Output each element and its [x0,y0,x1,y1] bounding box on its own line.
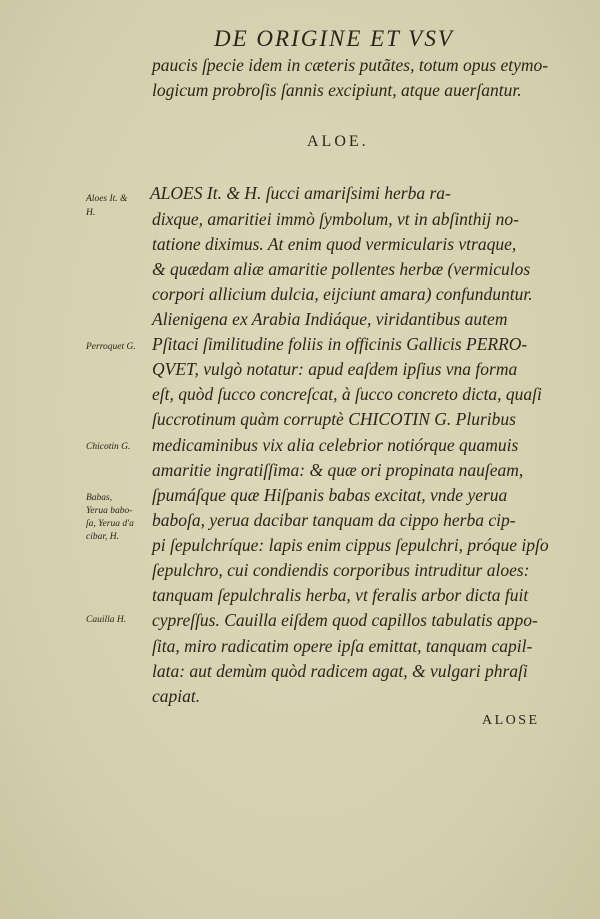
margin-note: Cauilla H. [86,615,127,625]
body-line: ALOES It. & H. ſucci amariſsimi herba ra- [150,183,451,203]
body-line: tanquam ſepulchralis herba, vt feralis arbor dicta fuit [152,585,529,605]
body-line: eſt, quòd ſucco concreſcat, à ſucco concreto dicta, quaſi [152,384,542,404]
body-line: amaritie ingratiſſima: & quæ ori propinata nauſeam, [152,460,524,480]
intro-line: logicum probroſis ſannis excipiunt, atque auerſantur. [152,80,522,100]
margin-note: Aloes It. & [86,194,128,204]
body-line: medicaminibus vix alia celebrior notiórque quamuis [152,435,519,455]
body-line: & quædam aliæ amaritie pollentes herbæ (vermiculos [152,259,531,279]
body-line: tatione diximus. At enim quod vermicularis vtraque, [152,234,517,254]
body-line: cypreſſus. Cauilla eiſdem quod capillos tabulatis appo- [152,610,538,630]
body-line: ſuccrotinum quàm corruptè CHICOTIN G. Pluribus [152,409,516,429]
body-line: Alienigena ex Arabia Indiáque, viridantibus autem [152,309,508,329]
margin-note: Perroquet G. [86,342,136,352]
body-line: baboſa, yerua dacibar tanquam da cippo herba cip- [152,510,516,530]
body-line: QVET, vulgò notatur: apud eaſdem ipſius vna forma [152,359,518,379]
body-line: ſepulchro, cui condiendis corporibus intruditur aloes: [152,560,530,580]
catchword: ALOSE [482,713,540,728]
margin-note: cibar, H. [86,532,119,542]
body-line: ſpumáſque quæ Hiſpanis babas excitat, vnde yerua [152,485,508,505]
body-line: lata: aut demùm quòd radicem agat, & vulgari phraſi [152,661,528,681]
body-line: dixque, amaritiei immò ſymbolum, vt in abſinthij no- [152,209,519,229]
body-line: corpori allicium dulcia, eijciunt amara) confunduntur. [152,284,533,304]
margin-note: Yerua babo- [86,506,133,516]
margin-note: Babas, [86,493,113,503]
intro-line: paucis ſpecie idem in cæteris putãtes, totum opus etymo- [152,55,549,75]
margin-note: Chicotin G. [86,442,131,452]
margin-note: H. [86,208,96,218]
body-line: pi ſepulchríque: lapis enim cippus ſepulchri, próque ipſo [152,535,549,555]
body-line: Pſitaci ſimilitudine foliis in officinis Gallicis PERRO- [152,334,528,354]
body-line: ſita, miro radicatim opere ipſa emittat, tanquam capil- [152,636,533,656]
body-line: capiat. [152,686,201,706]
section-heading: ALOE. [307,133,369,150]
margin-note: ſa, Yerua d'a [86,519,134,529]
running-head: DE ORIGINE ET VSV [214,26,454,51]
